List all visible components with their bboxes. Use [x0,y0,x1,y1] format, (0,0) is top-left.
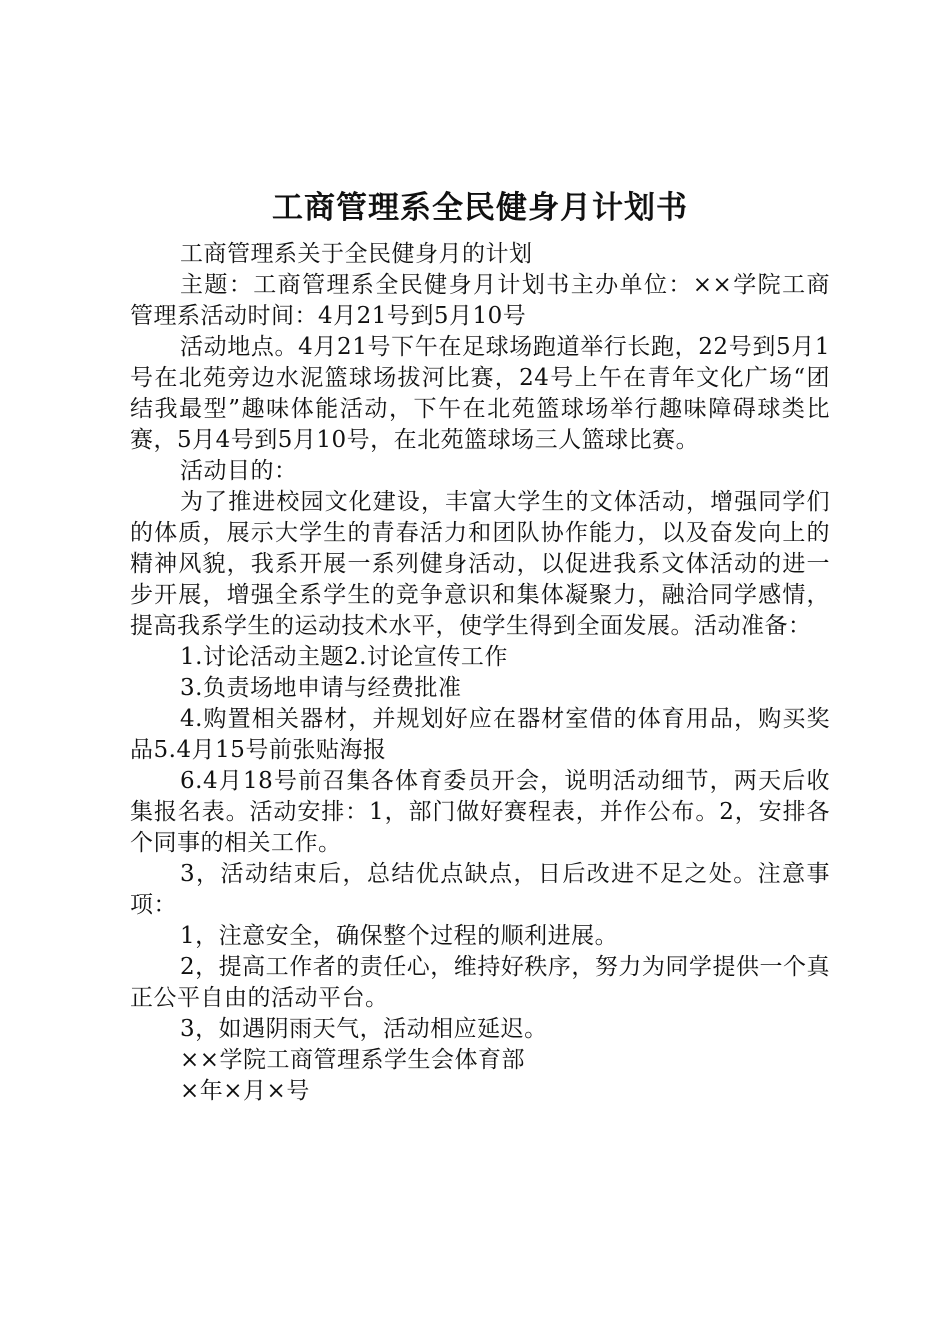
preparation-item-1-2: 1.讨论活动主题2.讨论宣传工作 [180,644,508,670]
preparation-item-4-5: 4.购置相关器材，并规划好应在器材室借的体育用品，购买奖品5.4月15号前张贴海报 [130,706,830,763]
location-paragraph: 活动地点。4月21号下午在足球场跑道举行长跑，22号到5月1号在北苑旁边水泥篮球场拔河比赛，24号上午在青年文化广场“团结我最型”趣味体能活动，下午在北苑篮球场举行趣味障碍球类比赛，5月4号到5月10号，在北苑篮球场三人篮球比赛。 [130,334,830,453]
arrangement-item-3: 3，活动结束后，总结优点缺点，日后改进不足之处。注意事项： [130,861,830,918]
notice-item-3: 3，如遇阴雨天气，活动相应延迟。 [180,1016,548,1042]
notice-item-1: 1，注意安全，确保整个过程的顺利进展。 [180,923,619,949]
signature-date: ×年×月×号 [180,1078,310,1104]
signature-organizer: ××学院工商管理系学生会体育部 [180,1047,526,1073]
preparation-item-6: 6.4月18号前召集各体育委员开会，说明活动细节，两天后收集报名表。活动安排：1，部门做好赛程表，并作公布。2，安排各个同事的相关工作。 [130,768,830,856]
document-page [130,185,830,1107]
plan-heading-paragraph: 工商管理系关于全民健身月的计划 [180,241,533,267]
purpose-heading: 活动目的： [180,458,298,484]
preparation-item-3: 3.负责场地申请与经费批准 [180,675,462,701]
purpose-paragraph: 为了推进校园文化建设，丰富大学生的文体活动，增强同学们的体质，展示大学生的青春活力和团队协作能力，以及奋发向上的精神风貌，我系开展一系列健身活动，以促进我系文体活动的进一步开展，增强全系学生的竞争意识和集体凝聚力，融洽同学感情，提高我系学生的运动技术水平，使学生得到全面发展。活动准备： [130,489,830,639]
theme-paragraph: 主题：工商管理系全民健身月计划书主办单位：××学院工商管理系活动时间：4月21号到5月10号 [130,272,830,329]
notice-item-2: 2，提高工作者的责任心，维持好秩序，努力为同学提供一个真正公平自由的活动平台。 [130,954,830,1011]
document-title: 工商管理系全民健身月计划书 [272,190,688,226]
